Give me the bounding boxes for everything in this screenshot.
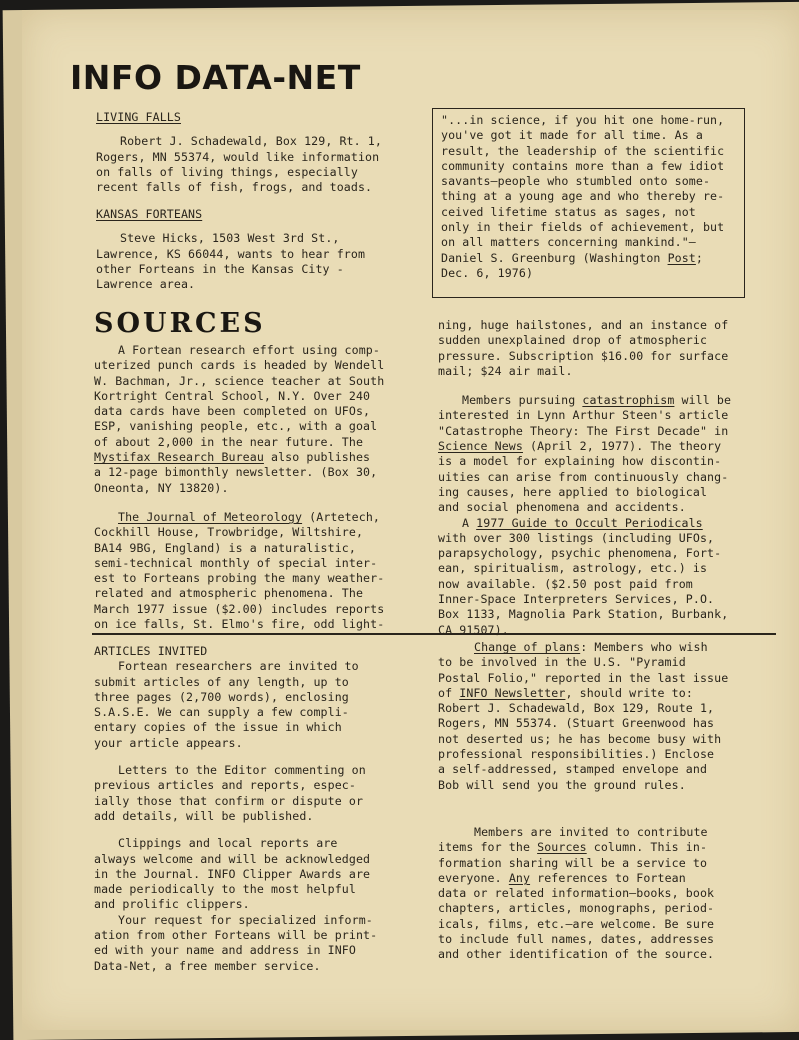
sources-line: on ice falls, St. Elmo's fire, odd light-	[94, 617, 385, 632]
sources-line: uities can arise from continuously chang-	[438, 469, 729, 484]
sources-line: CA 91507).	[438, 622, 509, 637]
contribute-line: references to Fortean	[530, 870, 686, 885]
contribute-line: column. This in-	[586, 840, 708, 855]
sources-line: (April 2, 1977). The theory	[522, 439, 722, 454]
articles-line: submit articles of any length, up to	[94, 674, 349, 689]
kansas-line: other Forteans in the Kansas City -	[96, 261, 344, 276]
articles-line: Letters to the Editor commenting on	[118, 763, 366, 778]
sources-line: A Fortean research effort using comp-	[118, 343, 380, 357]
sources-line: is a model for explaining how discontin-	[438, 454, 722, 469]
articles-line: entary copies of the issue in which	[94, 720, 342, 735]
quote-line: on all matters concerning mankind."—	[441, 235, 696, 250]
living-falls-line: Rogers, MN 55374, would like information	[96, 149, 380, 164]
sources-line: (Artetech,	[302, 509, 380, 524]
quote-line: you've got it made for all time. As a	[441, 128, 703, 143]
sources-line: of about 2,000 in the near future. The	[94, 434, 364, 449]
sources-line: Oneonta, NY 13820).	[94, 480, 229, 495]
sources-line: also publishes	[263, 450, 371, 465]
living-falls-section	[96, 110, 406, 195]
quote-line: thing at a young age and who thereby re-	[441, 189, 725, 204]
sources-line: ing causes, here applied to biological	[438, 484, 708, 499]
articles-line: Data-Net, a free member service.	[94, 958, 321, 973]
articles-line: ially those that confirm or dispute or	[94, 793, 364, 808]
articles-line: previous articles and reports, espec-	[94, 778, 356, 793]
sources-line: pressure. Subscription $16.00 for surface	[438, 348, 729, 363]
science-news-title: Science News	[438, 439, 523, 454]
quote-punct: ;	[695, 250, 703, 265]
quote-line: Dec. 6, 1976)	[441, 265, 534, 280]
kansas-line: Lawrence area.	[96, 277, 196, 292]
articles-line: your article appears.	[94, 735, 243, 750]
articles-line: and prolific clippers.	[94, 897, 250, 912]
change-line: professional responsibilities.) Enclose	[438, 747, 715, 762]
articles-line: S.A.S.E. We can supply a few compli-	[94, 705, 349, 720]
occult-guide-title: 1977 Guide to Occult Periodicals	[476, 515, 703, 530]
quote-line: "...in science, if you hit one home-run,	[441, 113, 725, 127]
change-of-plans-heading: Change of plans	[474, 640, 581, 654]
catastrophism-term: catastrophism	[582, 393, 675, 408]
change-line: not deserted us; he has become busy with	[438, 731, 722, 746]
articles-invited-section	[94, 644, 414, 974]
sources-column-ref: Sources	[537, 840, 587, 855]
sources-line: with over 300 listings (including UFOs,	[438, 530, 715, 545]
sources-line: uterized punch cards is headed by Wendell	[94, 358, 385, 373]
sources-line: and social phenomena and accidents.	[438, 500, 686, 515]
section-divider	[92, 633, 776, 635]
articles-line: always welcome and will be acknowledged	[94, 851, 371, 866]
sources-line: will be	[674, 393, 732, 408]
articles-line: ed with your name and address in INFO	[94, 943, 356, 958]
quote-line: community contains more than a few idiot	[441, 158, 725, 173]
washington-post-title: Post	[667, 250, 696, 265]
contribute-line: and other identification of the source.	[438, 947, 715, 962]
mystifax-bureau-name: Mystifax Research Bureau	[94, 450, 264, 465]
quote-line: only in their fields of achievement, but	[441, 220, 725, 235]
sources-line: BA14 9BG, England) is a naturalistic,	[94, 540, 356, 555]
contribute-section	[438, 825, 768, 963]
kansas-line: Steve Hicks, 1503 West 3rd St.,	[120, 231, 340, 246]
change-line: Robert J. Schadewald, Box 129, Route 1,	[438, 701, 715, 716]
articles-line: ation from other Forteans will be print-	[94, 928, 378, 943]
sources-line: W. Bachman, Jr., science teacher at South	[94, 373, 385, 388]
contribute-line: formation sharing will be a service to	[438, 855, 708, 870]
sources-line: Inner-Space Interpreters Services, P.O.	[438, 592, 715, 607]
quote-line: Daniel S. Greenburg (Washington	[441, 250, 668, 265]
articles-line: Your request for specialized inform-	[118, 912, 373, 927]
sources-line: ning, huge hailstones, and an instance of	[438, 318, 729, 332]
sources-line: sudden unexplained drop of atmospheric	[438, 333, 708, 348]
sources-column-right	[438, 318, 768, 638]
kansas-heading: KANSAS FORTEANS	[96, 207, 203, 221]
articles-line: in the Journal. INFO Clipper Awards are	[94, 866, 371, 881]
sources-line: ean, spiritualism, astrology, etc.) is	[438, 561, 708, 576]
quote-line: ceived lifetime status as sages, not	[441, 204, 696, 219]
masthead-title: INFO DATA-NET	[70, 58, 361, 97]
change-line: : Members who wish	[580, 640, 708, 654]
change-line: a self-addressed, stamped envelope and	[438, 762, 708, 777]
sources-line: March 1977 issue ($2.00) includes reports	[94, 601, 385, 616]
sources-line: ESP, vanishing people, etc., with a goal	[94, 419, 378, 434]
sources-line: A	[462, 515, 477, 530]
sources-line: Kortright Central School, N.Y. Over 240	[94, 388, 371, 403]
sources-line: parapsychology, psychic phenomena, Fort-	[438, 546, 722, 561]
articles-line: add details, will be published.	[94, 808, 314, 823]
quote-box	[432, 108, 745, 298]
kansas-line: Lawrence, KS 66044, wants to hear from	[96, 246, 366, 261]
contribute-line: everyone.	[438, 870, 509, 885]
quote-line: savants—people who stumbled onto some-	[441, 174, 711, 189]
sources-line: now available. ($2.50 post paid from	[438, 576, 693, 591]
sources-line: "Catastrophe Theory: The First Decade" in	[438, 423, 729, 438]
living-falls-line: on falls of living things, especially	[96, 164, 358, 179]
sources-line: est to Forteans probing the many weather-	[94, 571, 385, 586]
living-falls-line: Robert J. Schadewald, Box 129, Rt. 1,	[120, 134, 382, 149]
change-line: of	[438, 685, 460, 700]
any-emphasis: Any	[508, 870, 531, 885]
change-line: , should write to:	[565, 685, 693, 700]
info-newsletter-title: INFO Newsletter	[459, 685, 566, 700]
change-line: Rogers, MN 55374. (Stuart Greenwood has	[438, 716, 715, 731]
contribute-line: data or related information—books, book	[438, 886, 715, 901]
contribute-line: Members are invited to contribute	[474, 825, 708, 839]
sources-line: Members pursuing	[462, 393, 583, 408]
sources-line: a 12-page bimonthly newsletter. (Box 30,	[94, 465, 378, 480]
sources-line: Cockhill House, Trowbridge, Wiltshire,	[94, 525, 364, 540]
journal-of-meteorology-title: The Journal of Meteorology	[118, 509, 303, 524]
change-line: Postal Folio," reported in the last issue	[438, 670, 729, 685]
sources-line: mail; $24 air mail.	[438, 363, 573, 378]
articles-line: Fortean researchers are invited to	[118, 659, 359, 674]
contribute-line: icals, films, etc.—are welcome. Be sure	[438, 916, 715, 931]
quote-attribution	[441, 251, 736, 266]
articles-line: made periodically to the most helpful	[94, 882, 356, 897]
sources-line: interested in Lynn Arthur Steen's article	[438, 408, 729, 423]
contribute-line: items for the	[438, 840, 538, 855]
sources-line: semi-technical monthly of special inter-	[94, 555, 378, 570]
contribute-line: chapters, articles, monographs, period-	[438, 901, 715, 916]
articles-line: three pages (2,700 words), enclosing	[94, 689, 349, 704]
articles-line: Clippings and local reports are	[118, 836, 338, 851]
change-line: to be involved in the U.S. "Pyramid	[438, 655, 686, 670]
sources-column-left	[94, 343, 414, 632]
sources-line: Box 1133, Magnolia Park Station, Burbank,	[438, 607, 729, 622]
living-falls-line: recent falls of fish, frogs, and toads.	[96, 180, 373, 195]
sources-line: related and atmospheric phenomena. The	[94, 586, 364, 601]
kansas-forteans-section	[96, 207, 406, 292]
living-falls-heading: LIVING FALLS	[96, 110, 181, 124]
sources-title: SOURCES	[94, 308, 266, 339]
contribute-line: to include full names, dates, addresses	[438, 932, 715, 947]
quote-line: result, the leadership of the scientific	[441, 143, 725, 158]
change-of-plans-section	[438, 640, 768, 793]
articles-heading: ARTICLES INVITED	[94, 644, 208, 658]
change-line: Bob will send you the ground rules.	[438, 777, 686, 792]
sources-line: data cards have been completed on UFOs,	[94, 404, 371, 419]
